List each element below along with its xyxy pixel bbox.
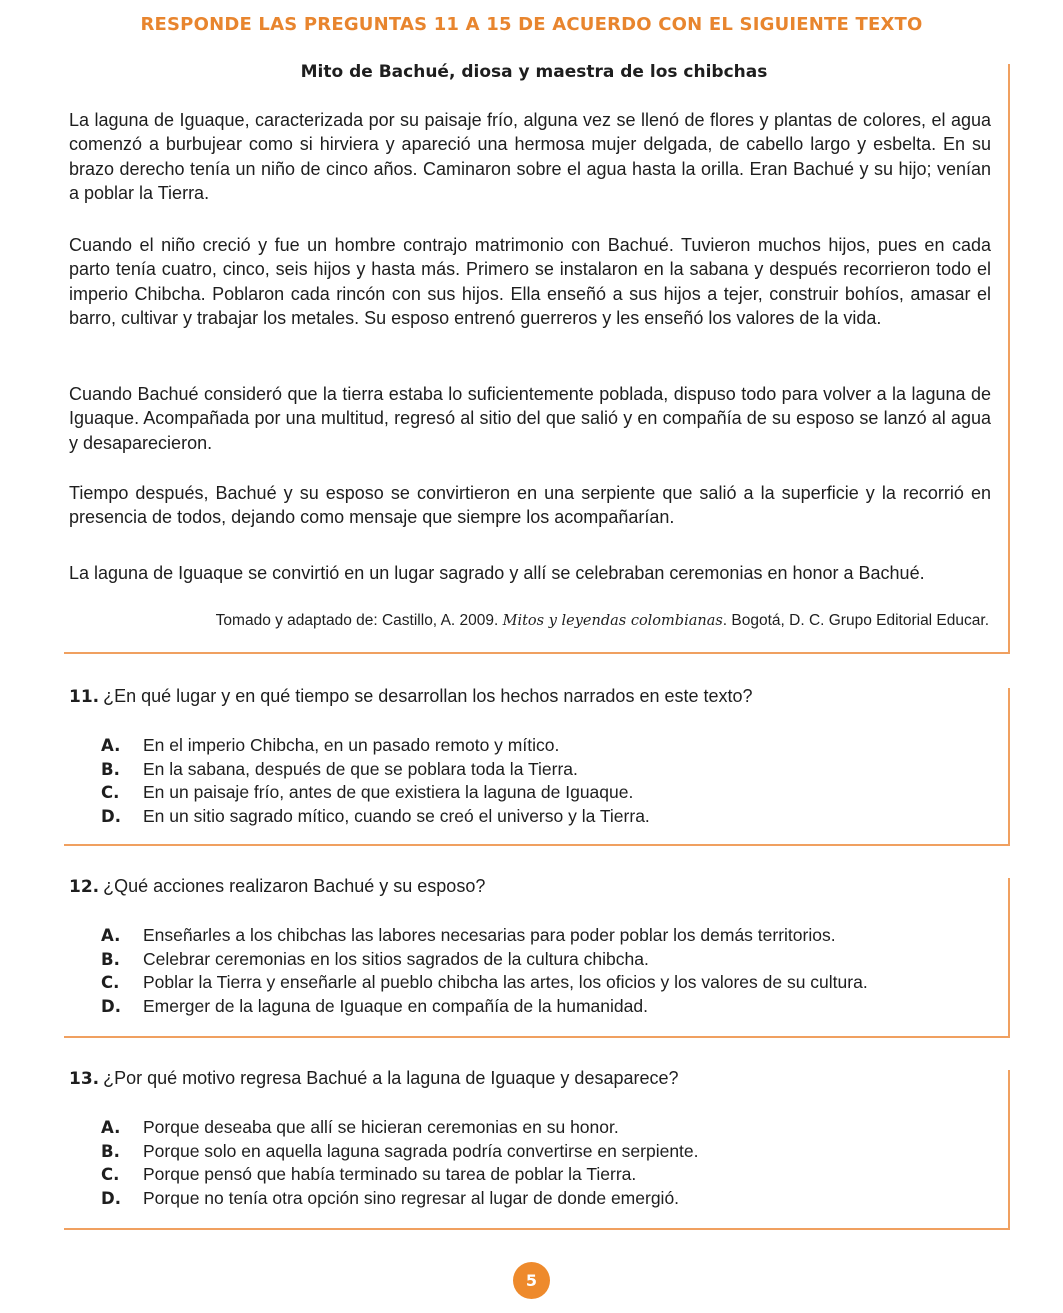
option-text: Porque solo en aquella laguna sagrada podría convertirse en serpiente. bbox=[143, 1140, 699, 1161]
answer-option-d[interactable] bbox=[101, 805, 981, 829]
question-bottom-rule bbox=[64, 1228, 1010, 1230]
question-bottom-rule bbox=[64, 844, 1010, 846]
question-stem bbox=[69, 1068, 679, 1089]
option-letter: C. bbox=[101, 973, 120, 992]
question-number: 11. bbox=[69, 687, 100, 707]
question-text: ¿Por qué motivo regresa Bachué a la laguna de Iguaque y desaparece? bbox=[103, 1068, 679, 1088]
question-12 bbox=[64, 876, 1010, 1038]
question-right-rule bbox=[1008, 1070, 1010, 1230]
option-letter: D. bbox=[101, 806, 121, 826]
answer-options bbox=[101, 924, 981, 1018]
option-text: Enseñarles a los chibchas las labores necesarias para poder poblar los demás territorios. bbox=[143, 925, 836, 945]
option-letter: B. bbox=[101, 759, 120, 779]
paragraph-2: Cuando el niño creció y fue un hombre contrajo matrimonio con Bachué. Tuvieron muchos hijos, pues en cada parto tenía cuatro, cinco, seis hijos y hasta más. Primero se instalaron en la sabana y después recorrieron todo el imperio Chibcha. Poblaron cada rincón con sus hijos. Ella enseñó a sus hijos a tejer, construir bohíos, amasar el barro, cultivar y trabajar los metales. Su esposo entrenó guerreros y les enseñó los valores de la vida. bbox=[69, 235, 991, 328]
source-prefix: Tomado y adaptado de: Castillo, A. 2009. bbox=[215, 612, 503, 629]
question-11 bbox=[64, 686, 1010, 846]
question-text: ¿En qué lugar y en qué tiempo se desarrollan los hechos narrados en este texto? bbox=[103, 686, 753, 706]
page-number-badge: 5 bbox=[513, 1262, 550, 1299]
option-letter: A. bbox=[101, 1118, 121, 1137]
paragraph-5: La laguna de Iguaque se convirtió en un lugar sagrado y allí se celebraban ceremonias en honor a Bachué. bbox=[69, 563, 925, 583]
answer-option-d[interactable] bbox=[101, 1187, 981, 1211]
question-stem bbox=[69, 876, 485, 897]
source-suffix: . Bogotá, D. C. Grupo Editorial Educar. bbox=[722, 612, 989, 629]
question-13 bbox=[64, 1068, 1010, 1230]
answer-option-b[interactable] bbox=[101, 758, 981, 782]
answer-option-a[interactable] bbox=[101, 734, 981, 758]
frame-right-rule bbox=[1008, 64, 1010, 654]
option-text: Emerger de la laguna de Iguaque en compañía de la humanidad. bbox=[143, 995, 648, 1016]
paragraph-4: Tiempo después, Bachué y su esposo se convirtieron en una serpiente que salió a la superficie y la recorrió en presencia de todos, dejando como mensaje que siempre los acompañarían. bbox=[69, 483, 991, 528]
option-letter: D. bbox=[101, 996, 121, 1016]
option-letter: B. bbox=[101, 949, 120, 969]
option-letter: D. bbox=[101, 1188, 121, 1208]
answer-option-a[interactable] bbox=[101, 1116, 981, 1140]
option-letter: A. bbox=[101, 926, 121, 945]
option-text: Celebrar ceremonias en los sitios sagrados de la cultura chibcha. bbox=[143, 948, 649, 969]
paragraph-3: Cuando Bachué consideró que la tierra estaba lo suficientemente poblada, dispuso todo para volver a la laguna de Iguaque. Acompañada por una multitud, regresó al sitio del que salió y en compañía de su esposo se lanzó al agua y desaparecieron. bbox=[69, 384, 991, 453]
answer-option-c[interactable] bbox=[101, 781, 981, 805]
option-text: En un paisaje frío, antes de que existiera la laguna de Iguaque. bbox=[143, 782, 634, 802]
option-text: Porque deseaba que allí se hicieran ceremonias en su honor. bbox=[143, 1117, 619, 1137]
section-instruction: RESPONDE LAS PREGUNTAS 11 A 15 DE ACUERDO CON EL SIGUIENTE TEXTO bbox=[140, 14, 923, 35]
question-bottom-rule bbox=[64, 1036, 1010, 1038]
option-text: Porque no tenía otra opción sino regresar al lugar de donde emergió. bbox=[143, 1187, 680, 1208]
answer-options bbox=[101, 1116, 981, 1210]
reading-text-box bbox=[64, 58, 1010, 654]
question-right-rule bbox=[1008, 878, 1010, 1038]
question-text: ¿Qué acciones realizaron Bachué y su esposo? bbox=[103, 876, 486, 896]
answer-option-c[interactable] bbox=[101, 1163, 981, 1187]
story-title: Mito de Bachué, diosa y maestra de los chibchas bbox=[300, 62, 768, 82]
option-letter: C. bbox=[101, 1165, 120, 1184]
option-text: En el imperio Chibcha, en un pasado remoto y mítico. bbox=[143, 735, 560, 755]
question-stem bbox=[69, 686, 753, 707]
answer-option-a[interactable] bbox=[101, 924, 981, 948]
paragraph-1: La laguna de Iguaque, caracterizada por su paisaje frío, alguna vez se llenó de flores y plantas de colores, el agua comenzó a burbujear como si hirviera y apareció una hermosa mujer delgada, de cabello largo y esbelta. En su brazo derecho tenía un niño de cinco años. Caminaron sobre el agua hasta la orilla. Eran Bachué y su hijo; venían a poblar la Tierra. bbox=[69, 110, 991, 203]
source-book-title: Mitos y leyendas colombianas bbox=[502, 613, 723, 629]
answer-options bbox=[101, 734, 981, 828]
answer-option-b[interactable] bbox=[101, 948, 981, 972]
option-letter: A. bbox=[101, 736, 121, 755]
answer-option-d[interactable] bbox=[101, 995, 981, 1019]
question-number: 12. bbox=[69, 877, 100, 897]
source-citation bbox=[216, 612, 989, 630]
option-text: Porque pensó que había terminado su tarea de poblar la Tierra. bbox=[143, 1164, 637, 1184]
question-right-rule bbox=[1008, 688, 1010, 846]
option-text: En la sabana, después de que se poblara toda la Tierra. bbox=[143, 758, 578, 779]
frame-bottom-rule bbox=[64, 652, 1010, 654]
question-number: 13. bbox=[69, 1069, 100, 1089]
option-text: En un sitio sagrado mítico, cuando se creó el universo y la Tierra. bbox=[143, 805, 650, 826]
option-letter: C. bbox=[101, 783, 120, 802]
answer-option-b[interactable] bbox=[101, 1140, 981, 1164]
option-letter: B. bbox=[101, 1141, 120, 1161]
answer-option-c[interactable] bbox=[101, 971, 981, 995]
option-text: Poblar la Tierra y enseñarle al pueblo chibcha las artes, los oficios y los valores de su cultura. bbox=[143, 972, 868, 992]
